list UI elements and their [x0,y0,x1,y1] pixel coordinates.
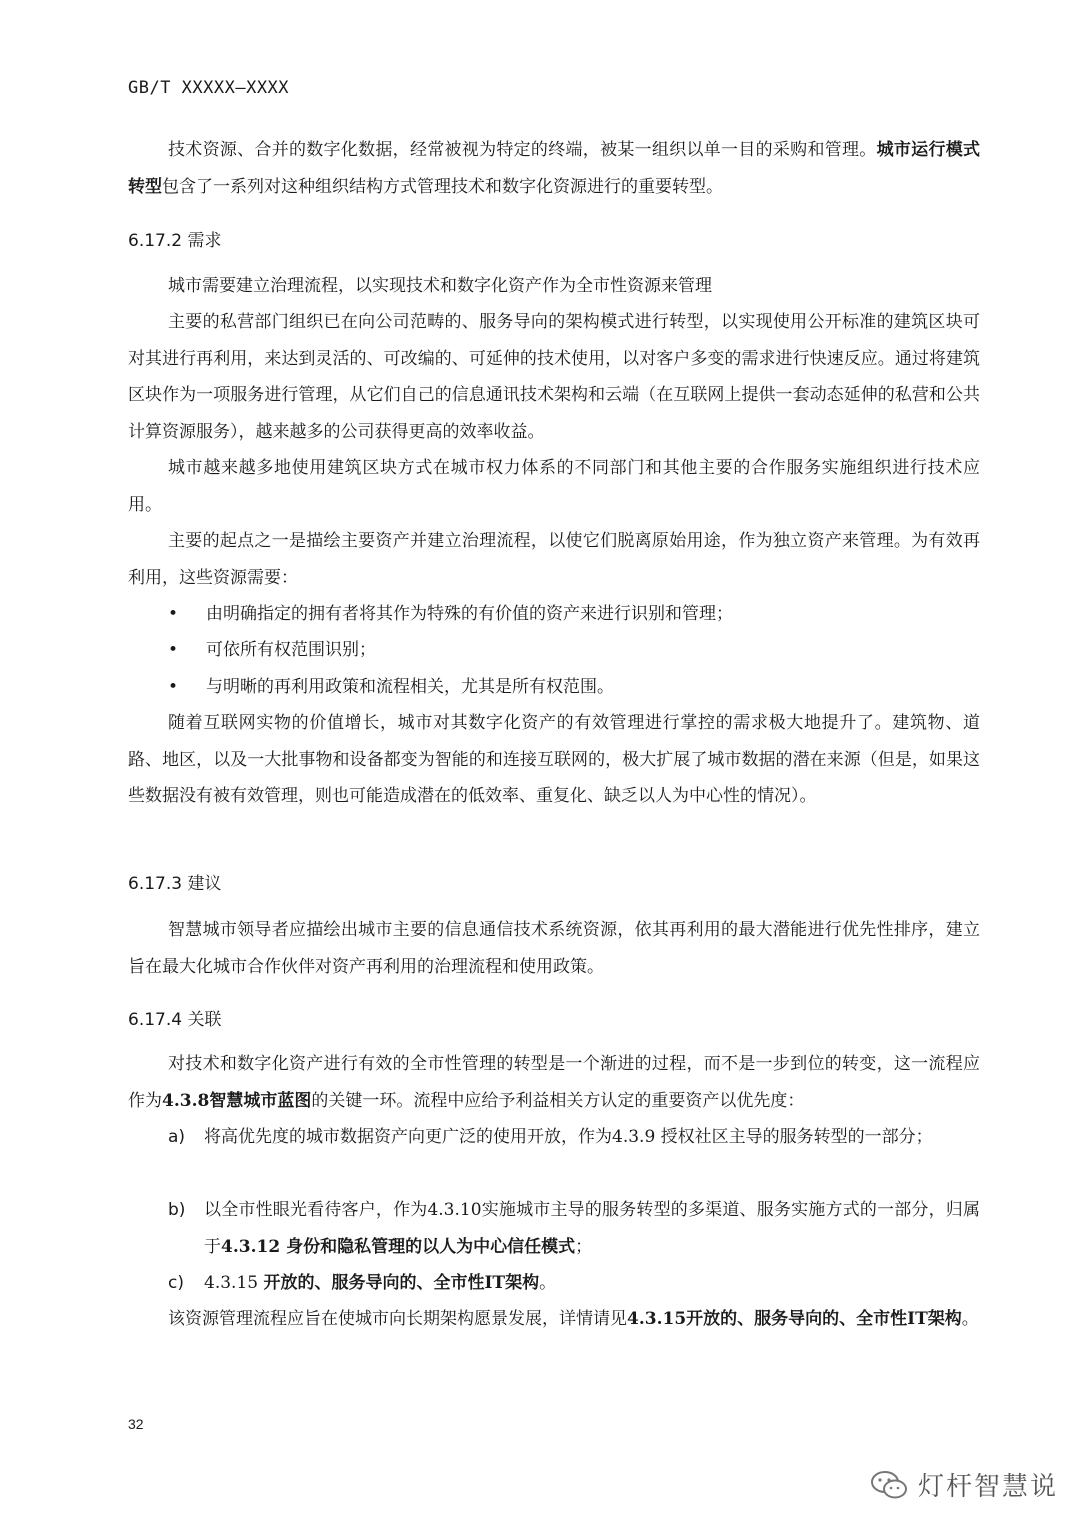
list-text: 以全市性眼光看待客户，作为4.3.10实施城市主导的服务转型的多渠道、服务实施方式的一部分，归属于4.3.12 身份和隐私管理的以人为中心信任模式； [204,1200,980,1257]
paragraph: 随着互联网实物的价值增长，城市对其数字化资产的有效管理进行掌控的需求极大地提升了。建筑物、道路、地区，以及一大批事物和设备都变为智能的和连接互联网的，极大扩展了城市数据的潜在来源（但是，如果这些数据没有被有效管理，则也可能造成潜在的低效率、重复化、缺乏以人为中心性的情况）。 [128,713,980,806]
list-marker: b) [168,1200,186,1220]
text: 的关键一环。流程中应给予利益相关方认定的重要资产以优先度： [311,1090,805,1111]
bullet-icon: • [168,677,179,697]
section-title: 关联 [187,1010,222,1030]
page-number: 32 [128,1416,144,1432]
list-text: 4.3.15 开放的、服务导向的、全市性IT架构。 [204,1273,557,1293]
watermark [870,1466,1058,1503]
list-item-b [168,1192,980,1265]
text: 对技术和数字化资产进行有效的全市性管理的转型是一个渐进的过程，而不是一步到位的转变，这一流程应作为 [128,1054,980,1111]
section-number: 6.17.2 [128,231,183,251]
wechat-icon [870,1470,908,1500]
paragraph: 城市越来越多地使用建筑区块方式在城市权力体系的不同部门和其他主要的合作服务实施组织进行技术应用。 [128,458,980,515]
list-marker: c) [168,1273,184,1293]
list-item-a [168,1119,980,1156]
document-code-header: GB/T XXXXX—XXXX [128,78,290,98]
bold-reference: 4.3.8智慧城市蓝图 [162,1090,312,1111]
section-title: 建议 [187,874,222,894]
section-heading-6-17-2 [128,226,221,251]
list-item-c [168,1265,980,1302]
list-marker: a) [168,1127,186,1147]
text: 该资源管理流程应旨在使城市向长期架构愿景发展，详情请见 [168,1309,627,1329]
bullet-text: 可依所有权范围识别； [206,640,376,660]
bold-reference: 4.3.15开放的、服务导向的、全市性IT架构 [627,1309,962,1329]
list-text: 将高优先度的城市数据资产向更广泛的使用开放，作为4.3.9 授权社区主导的服务转型的一部分； [204,1127,933,1147]
paragraph: 智慧城市领导者应描绘出城市主要的信息通信技术系统资源，依其再利用的最大潜能进行优先性排序，建立旨在最大化城市合作伙伴对资产再利用的治理流程和使用政策。 [128,920,980,977]
section-title: 需求 [187,231,222,251]
paragraph-intro [128,132,980,205]
section-heading-6-17-4 [128,1005,221,1030]
paragraph [128,1046,980,1119]
watermark-text: 灯杆智慧说 [918,1472,1059,1502]
paragraph: 城市需要建立治理流程，以实现技术和数字化资产作为全市性资源来管理 [168,276,712,296]
paragraph: 主要的起点之一是描绘主要资产并建立治理流程，以使它们脱离原始用途，作为独立资产来管理。为有效再利用，这些资源需要： [128,531,980,588]
bullet-text: 与明晰的再利用政策和流程相关，尤其是所有权范围。 [206,677,614,697]
text: 。 [961,1309,979,1329]
bullet-icon: • [168,604,179,624]
section-number: 6.17.4 [128,1010,183,1030]
text: 包含了一系列对这种组织结构方式管理技术和数字化资源进行的重要转型。 [162,176,723,197]
section-number: 6.17.3 [128,874,183,894]
bold-term: 城市运行模式转型 [128,140,981,197]
bullet-icon: • [168,640,179,660]
text: 技术资源、合并的数字化数据，经常被视为特定的终端，被某一组织以单一目的采购和管理。 [168,140,877,160]
section-heading-6-17-3 [128,869,221,894]
bullet-text: 由明确指定的拥有者将其作为特殊的有价值的资产来进行识别和管理； [206,604,733,624]
paragraph: 主要的私营部门组织已在向公司范畴的、服务导向的架构模式进行转型，以实现使用公开标准的建筑区块可对其进行再利用，来达到灵活的、可改编的、可延伸的技术使用，以对客户多变的需求进行快速反应。通过将建筑区块作为一项服务进行管理，从它们自己的信息通讯技术架构和云端（在互联网上提供一套动态延伸的私营和公共计算资源服务），越来越多的公司获得更高的效率收益。 [128,312,980,442]
paragraph-closing [128,1301,980,1338]
